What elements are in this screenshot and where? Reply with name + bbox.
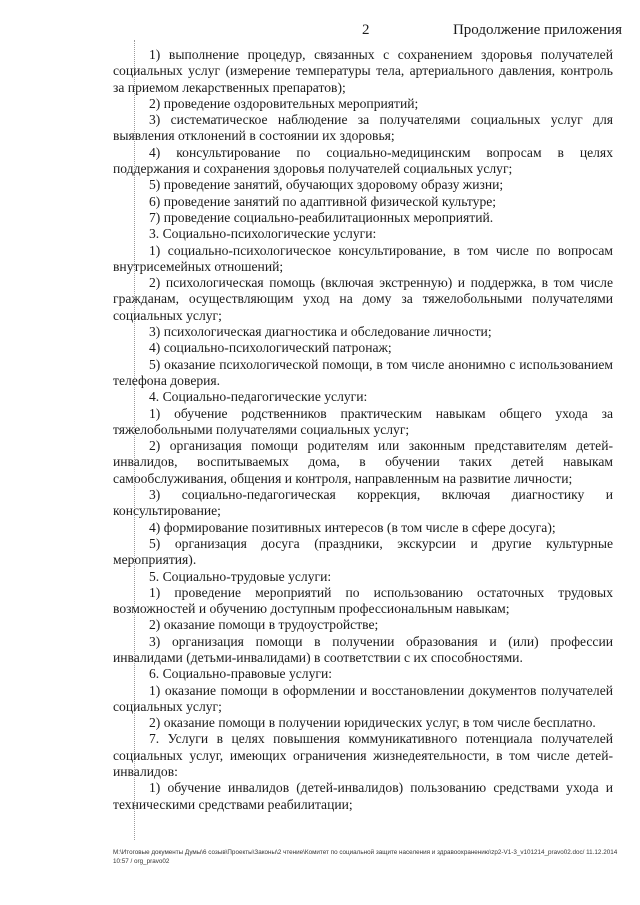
paragraph: 1) выполнение процедур, связанных с сохранением здоровья получателей социальных услуг (измерение температуры тела, артериального давления, контроль за приемом лекарственных препаратов);: [113, 47, 613, 95]
page-number: 2: [362, 22, 370, 38]
paragraph: 1) обучение родственников практическим навыкам общего ухода за тяжелобольными получателями социальных услуг;: [113, 405, 613, 437]
section-heading: 7. Услуги в целях повышения коммуникативного потенциала получателей социальных услуг, имеющих ограничения жизнедеятельности, в том числе детей-инвалидов:: [113, 731, 613, 780]
paragraph: 3) социально-педагогическая коррекция, включая диагностику и консультирование;: [113, 487, 613, 519]
paragraph: 2) оказание помощи в получении юридических услуг, в том числе бесплатно.: [149, 715, 596, 731]
document-body: [113, 47, 613, 813]
paragraph: 4) социально-психологический патронаж;: [149, 340, 392, 356]
paragraph: 1) социально-психологическое консультирование, в том числе по вопросам внутрисемейных отношений;: [113, 242, 613, 274]
paragraph: 7) проведение социально-реабилитационных мероприятий.: [149, 209, 494, 225]
paragraph: 1) оказание помощи в оформлении и восстановлении документов получателей социальных услуг;: [113, 682, 613, 714]
paragraph: 3) организация помощи в получении образования и (или) профессии инвалидами (детьми-инвалидами) в соответствии с их способностями.: [113, 633, 613, 665]
paragraph: 1) обучение инвалидов (детей-инвалидов) пользованию средствами ухода и техническими средствами реабилитации;: [113, 780, 613, 812]
header-caption: Продолжение приложения: [452, 22, 622, 38]
paragraph: 3) систематическое наблюдение за получателями социальных услуг для выявления отклонений в состоянии их здоровья;: [113, 112, 613, 144]
paragraph: 4) формирование позитивных интересов (в том числе в сфере досуга);: [149, 519, 556, 535]
paragraph: 5) проведение занятий, обучающих здоровому образу жизни;: [149, 177, 504, 193]
paragraph: 3) психологическая диагностика и обследование личности;: [149, 324, 492, 340]
paragraph: 5) организация досуга (праздники, экскурсии и другие культурные мероприятия).: [113, 535, 613, 568]
paragraph: 2) организация помощи родителям или законным представителям детей-инвалидов, воспитываемых дома, в обучении таких детей навыкам самообслуживания, общения и контроля, направленным на развитие личности;: [113, 438, 613, 486]
section-heading: 4. Социально-педагогические услуги:: [149, 389, 368, 405]
section-heading: 5. Социально-трудовые услуги:: [149, 568, 332, 584]
paragraph: 6) проведение занятий по адаптивной физической культуре;: [149, 193, 497, 209]
paragraph: 2) проведение оздоровительных мероприятий;: [149, 95, 419, 111]
paragraph: 4) консультирование по социально-медицинским вопросам в целях поддержания и сохранения здоровья получателей социальных услуг;: [113, 144, 613, 177]
section-heading: 3. Социально-психологические услуги:: [149, 226, 377, 242]
paragraph: 1) проведение мероприятий по использованию остаточных трудовых возможностей и обучению доступным профессиональным навыкам;: [113, 584, 613, 617]
paragraph: 2) психологическая помощь (включая экстренную) и поддержка, в том числе гражданам, осуществляющим уход на дому за тяжелобольными получателями социальных услуг;: [113, 275, 613, 323]
paragraph: 2) оказание помощи в трудоустройстве;: [149, 617, 379, 633]
footer-file-path: М:\Итоговые документы Думы\6 созыв\Проекты\Законы\2 чтение\Комитет по социальной защите населения и здравоохранению\zp2-V1-3_v101214_pravo02.doc/ 11.12.2014 10:57 / org_pravo02: [113, 849, 618, 865]
paragraph: 5) оказание психологической помощи, в том числе анонимно с использованием телефона доверия.: [113, 356, 613, 388]
section-heading: 6. Социально-правовые услуги:: [149, 666, 332, 682]
